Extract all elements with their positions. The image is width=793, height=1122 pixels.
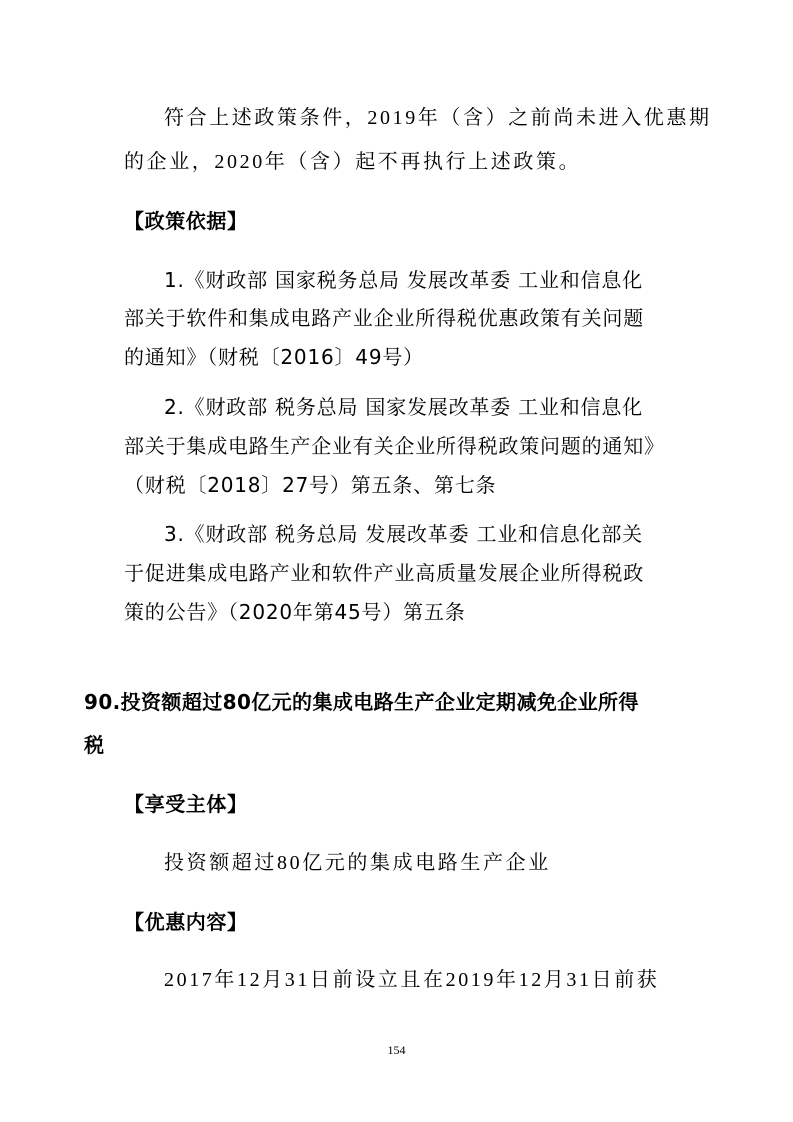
- policy-item-2-line-1: 2.《财政部 税务总局 国家发展改革委 工业和信息化: [164, 395, 643, 419]
- policy-item-1-line-1: 1.《财政部 国家税务总局 发展改革委 工业和信息化: [164, 268, 643, 292]
- policy-item-3-line-3: 策的公告》（2020年第45号）第五条: [124, 600, 466, 624]
- content-heading: 【优惠内容】: [124, 910, 248, 934]
- section-title-line-1: 90.投资额超过80亿元的集成电路生产企业定期减免企业所得: [84, 690, 639, 714]
- beneficiary-text: 投资额超过80亿元的集成电路生产企业: [164, 852, 551, 874]
- intro-line-1: 符合上述政策条件，2019年（含）之前尚未进入优惠期: [164, 107, 712, 129]
- beneficiary-heading: 【享受主体】: [124, 792, 248, 816]
- page-number: 154: [387, 1043, 406, 1057]
- content-text: 2017年12月31日前设立且在2019年12月31日前获: [164, 969, 660, 991]
- policy-item-3-line-2: 于促进集成电路产业和软件产业高质量发展企业所得税政: [124, 561, 644, 585]
- policy-item-2-line-3: （财税〔2018〕27号）第五条、第七条: [124, 473, 497, 497]
- policy-item-1-line-3: 的通知》（财税〔2016〕49号）: [124, 345, 424, 369]
- policy-item-1-line-2: 部关于软件和集成电路产业企业所得税优惠政策有关问题: [124, 306, 644, 330]
- policy-item-3-line-1: 3.《财政部 税务总局 发展改革委 工业和信息化部关: [164, 522, 643, 546]
- intro-line-2: 的企业，2020年（含）起不再执行上述政策。: [124, 151, 582, 173]
- policy-item-2-line-2: 部关于集成电路生产企业有关企业所得税政策问题的通知》: [124, 434, 665, 458]
- section-title-line-2: 税: [84, 733, 105, 757]
- policy-basis-heading: 【政策依据】: [124, 209, 248, 233]
